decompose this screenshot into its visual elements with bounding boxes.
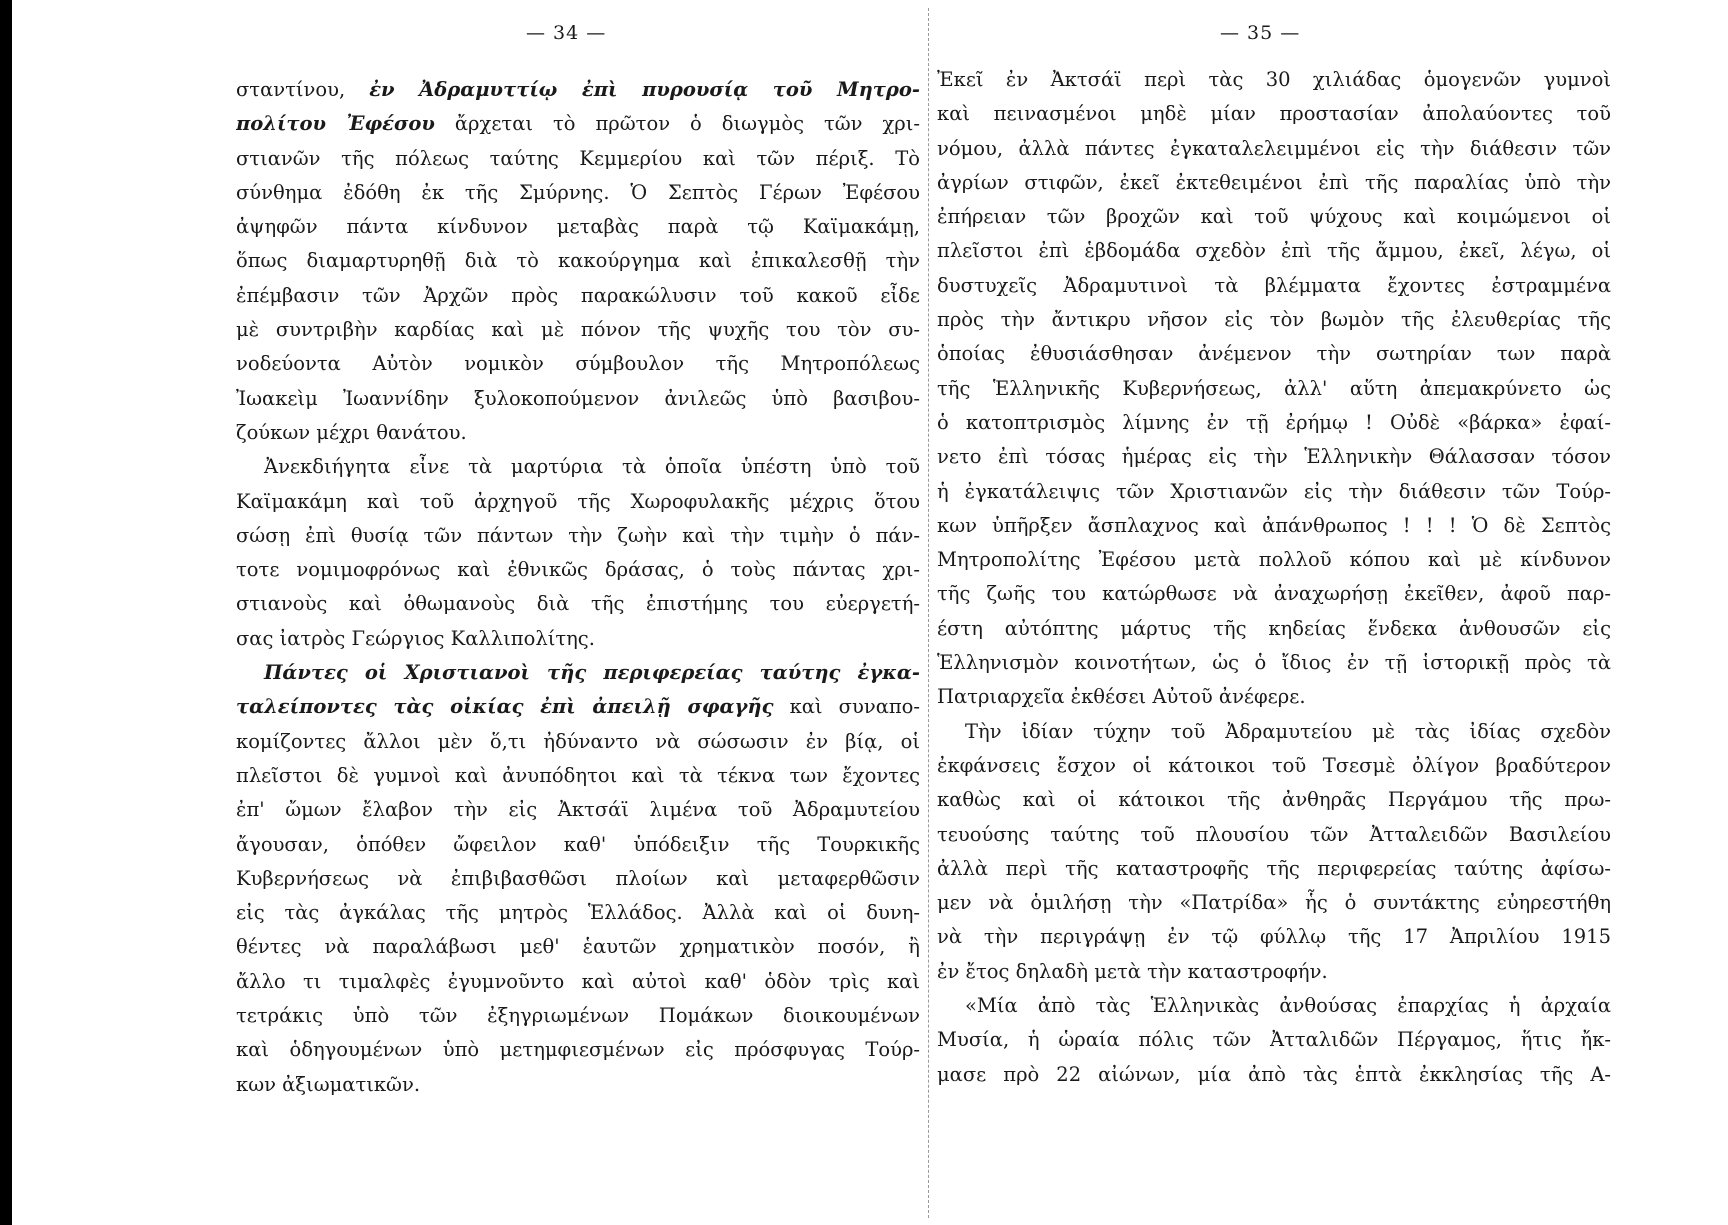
- text-line: [937, 337, 1611, 371]
- text-run: δυστυχεῖς Ἀδραμυτινοὶ τὰ βλέμματα ἔχοντες ἐστραμμένα: [937, 273, 1611, 297]
- text-run: ζούκων μέχρι θανάτου.: [236, 420, 467, 444]
- text-run: ἐπέμβασιν τῶν Ἀρχῶν πρὸς παρακώλυσιν τοῦ κακοῦ εἶδε: [236, 283, 920, 307]
- text-line: [937, 783, 1611, 817]
- text-run: έστη αὐτόπτης μάρτυς τῆς κηδείας ἕνδεκα ἀνθουσῶν εἰς: [937, 616, 1611, 640]
- text-line: [937, 646, 1611, 680]
- text-line: [937, 269, 1611, 303]
- text-line: [937, 955, 1611, 989]
- text-line: [937, 852, 1611, 886]
- text-run: κων ὑπῆρξεν ἄσπλαχνος καὶ ἀπάνθρωπος ! ! ! Ὁ δὲ Σεπτὸς: [937, 513, 1611, 537]
- text-line: [236, 485, 920, 519]
- text-line: [236, 382, 920, 416]
- text-line: [236, 725, 920, 759]
- text-line: [236, 690, 920, 724]
- text-run: πρὸς τὴν ἄντικρυ νῆσον εἰς τὸν βωμὸν τῆς ἐλευθερίας τῆς: [937, 308, 1611, 332]
- text-line: [937, 200, 1611, 234]
- text-line: [937, 920, 1611, 954]
- text-run: τετράκις ὑπὸ τῶν ἐξηγριωμένων Πομάκων διοικουμένων: [236, 1004, 920, 1028]
- text-run: στιανῶν τῆς πόλεως ταύτης Κεμμερίου καὶ τῶν πέριξ. Τὸ: [236, 146, 920, 170]
- text-run: σταντίνου,: [236, 78, 370, 101]
- text-line: [236, 210, 920, 244]
- text-line: [937, 749, 1611, 783]
- text-line: [236, 965, 920, 999]
- text-run: κομίζοντες ἄλλοι μὲν ὅ,τι ἠδύναντο νὰ σώσωσιν ἐν βίᾳ, οἱ: [236, 729, 920, 753]
- text-run: καθὼς καὶ οἱ κάτοικοι τῆς ἀνθηρᾶς Περγάμου τῆς πρω-: [937, 788, 1611, 812]
- text-line: [937, 989, 1611, 1023]
- text-run: ἄρχεται τὸ πρῶτον ὁ διωγμὸς τῶν χρι-: [434, 112, 920, 136]
- text-line: [236, 553, 920, 587]
- text-line: [236, 862, 920, 896]
- text-line: [236, 1068, 920, 1102]
- text-line: [236, 313, 920, 347]
- text-line: [236, 828, 920, 862]
- text-run: ἀψηφῶν πάντα κίνδυνον μεταβὰς παρὰ τῷ Καϊμακάμῃ,: [236, 215, 920, 239]
- text-run: ἀγρίων στιφῶν, ἐκεῖ ἐκτεθειμένοι ἐπὶ τῆς παραλίας ὑπὸ τὴν: [937, 170, 1611, 194]
- text-line: [236, 244, 920, 278]
- text-line: [236, 793, 920, 827]
- text-line: [236, 279, 920, 313]
- text-line: [937, 406, 1611, 440]
- text-line: [937, 97, 1611, 131]
- text-line: [236, 896, 920, 930]
- text-run: καὶ πεινασμένοι μηδὲ μίαν προστασίαν ἀπολαύοντες τοῦ: [937, 102, 1611, 126]
- text-run: μασε πρὸ 22 αἰώνων, μία ἀπὸ τὰς ἑπτὰ ἐκκλησίας τῆς Α-: [937, 1062, 1611, 1086]
- text-run: Κυβερνήσεως νὰ ἐπιβιβασθῶσι πλοίων καὶ μεταφερθῶσιν: [236, 866, 920, 890]
- text-run: ὁποίας ἐθυσιάσθησαν ἀνέμενον τὴν σωτηρίαν των παρὰ: [937, 342, 1611, 366]
- text-line: [236, 450, 920, 484]
- text-run: ἄγουσαν, ὁπόθεν ὤφειλον καθ' ὑπόδειξιν τῆς Τουρκικῆς: [236, 832, 920, 856]
- text-line: [236, 930, 920, 964]
- text-run: σύνθημα ἐδόθη ἐκ τῆς Σμύρνης. Ὁ Σεπτὸς Γέρων Ἐφέσου: [236, 180, 920, 204]
- emphasis-run: πολίτου Ἐφέσου: [236, 112, 435, 136]
- text-line: [937, 886, 1611, 920]
- page-number: — 34 —: [526, 22, 607, 44]
- text-line: [236, 759, 920, 793]
- text-run: Ἐκεῖ ἐν Ἀκτσάϊ περὶ τὰς 30 χιλιάδας ὁμογενῶν γυμνοὶ: [937, 68, 1611, 91]
- text-line: [937, 63, 1611, 97]
- text-line: [236, 587, 920, 621]
- text-run: νόμου, ἀλλὰ πάντες ἐγκαταλελειμμένοι εἰς τὴν διάθεσιν τῶν: [937, 136, 1611, 160]
- text-run: Ἰωακεὶμ Ἰωαννίδην ξυλοκοπούμενον ἀνιλεῶς ὑπὸ βασιβου-: [236, 386, 920, 410]
- text-run: ἐκφάνσεις ἔσχον οἱ κάτοικοι τοῦ Τσεσμὲ ὀλίγον βραδύτερον: [937, 753, 1611, 777]
- emphasis-run: ἐν Ἀδραμυττίῳ ἐπὶ πυρουσίᾳ τοῦ Μητρο-: [369, 78, 920, 101]
- text-run: πλεῖστοι δὲ γυμνοὶ καὶ ἀνυπόδητοι καὶ τὰ τέκνα των ἔχοντες: [236, 763, 920, 787]
- text-line: [937, 577, 1611, 611]
- page-text-body: [236, 73, 920, 1102]
- text-run: τοτε νομιμοφρόνως καὶ ἐθνικῶς δράσας, ὁ τοὺς πάντας χρι-: [236, 558, 920, 582]
- text-line: [236, 622, 920, 656]
- text-line: [236, 416, 920, 450]
- text-run: σας ἰατρὸς Γεώργιος Καλλιπολίτης.: [236, 626, 595, 650]
- text-line: [937, 509, 1611, 543]
- text-line: [937, 612, 1611, 646]
- text-run: ἐπ' ὤμων ἔλαβον τὴν εἰς Ἀκτσάϊ λιμένα τοῦ Ἀδραμυτείου: [236, 798, 920, 822]
- text-run: ἀλλὰ περὶ τῆς καταστροφῆς τῆς περιφερείας ταύτης ἀφίσω-: [937, 856, 1611, 880]
- text-line: [236, 519, 920, 553]
- text-line: [937, 1058, 1611, 1092]
- text-run: τευούσης ταύτης τοῦ πλουσίου τῶν Ἀτταλειδῶν Βασιλείου: [937, 822, 1611, 846]
- text-run: ἐπήρειαν τῶν βροχῶν καὶ τοῦ ψύχους καὶ κοιμώμενοι οἱ: [937, 205, 1611, 229]
- text-run: σώσῃ ἐπὶ θυσίᾳ τῶν πάντων τὴν ζωὴν καὶ τὴν τιμὴν ὁ πάν-: [236, 523, 920, 547]
- emphasis-run: ταλείποντες τὰς οἰκίας ἐπὶ ἀπειλῇ σφαγῆς: [236, 695, 774, 719]
- text-run: νετο ἐπὶ τόσας ἡμέρας εἰς τὴν Ἑλληνικὴν Θάλασσαν τόσον: [937, 445, 1611, 469]
- text-run: Ἀνεκδιήγητα εἶνε τὰ μαρτύρια τὰ ὁποῖα ὑπέστη ὑπὸ τοῦ: [264, 455, 920, 479]
- text-run: εἰς τὰς ἀγκάλας τῆς μητρὸς Ἑλλάδος. Ἀλλὰ καὶ οἱ δυνη-: [236, 901, 920, 925]
- text-line: [236, 176, 920, 210]
- text-line: [236, 999, 920, 1033]
- text-line: [236, 107, 920, 141]
- text-run: Μυσία, ἡ ὡραία πόλις τῶν Ἀτταλιδῶν Πέργαμος, ἥτις ἤκ-: [937, 1028, 1611, 1052]
- text-run: μεν νὰ ὁμιλήσῃ τὴν «Πατρίδα» ἧς ὁ συντάκτης εὐηρεστήθη: [937, 891, 1611, 915]
- text-line: [236, 347, 920, 381]
- text-run: κων ἀξιωματικῶν.: [236, 1072, 421, 1096]
- text-line: [937, 440, 1611, 474]
- text-line: [937, 303, 1611, 337]
- text-run: τῆς Ἑλληνικῆς Κυβερνήσεως, ἀλλ' αὕτη ἀπεμακρύνετο ὡς: [937, 376, 1611, 400]
- text-line: [937, 475, 1611, 509]
- text-line: [937, 680, 1611, 714]
- text-run: ὅπως διαμαρτυρηθῇ διὰ τὸ κακούργημα καὶ ἐπικαλεσθῇ τὴν: [236, 249, 920, 273]
- text-run: Καϊμακάμη καὶ τοῦ ἀρχηγοῦ τῆς Χωροφυλακῆς μέχρις ὅτου: [236, 489, 920, 513]
- text-line: [937, 132, 1611, 166]
- text-line: [937, 543, 1611, 577]
- text-run: καὶ συναπο-: [773, 695, 920, 719]
- text-line: [937, 715, 1611, 749]
- text-line: [236, 73, 920, 107]
- text-run: νοδεύοντα Αὐτὸν νομικὸν σύμβουλον τῆς Μητροπόλεως: [236, 352, 920, 376]
- text-line: [937, 234, 1611, 268]
- text-run: ἄλλο τι τιμαλφὲς ἐγυμνοῦντο καὶ αὐτοὶ καθ' ὁδὸν τρὶς καὶ: [236, 969, 920, 993]
- text-run: Ἑλληνισμὸν κοινοτήτων, ὡς ὁ ἴδιος ἐν τῇ ἱστορικῇ πρὸς τὰ: [937, 651, 1611, 675]
- scan-edge-shadow: [0, 0, 12, 1225]
- page-text-body: [937, 63, 1611, 1092]
- text-run: ἡ ἐγκατάλειψις τῶν Χριστιανῶν εἰς τὴν διάθεσιν τῶν Τούρ-: [937, 479, 1611, 503]
- text-run: Πατριαρχεῖα ἐκθέσει Αὐτοῦ ἀνέφερε.: [937, 685, 1306, 709]
- page-number: — 35 —: [1220, 22, 1301, 44]
- text-line: [236, 1033, 920, 1067]
- text-run: ὁ κατοπτρισμὸς λίμνης ἐν τῇ ἐρήμῳ ! Οὐδὲ «βάρκα» ἐφαί-: [937, 410, 1611, 434]
- text-line: [937, 818, 1611, 852]
- text-run: Τὴν ἰδίαν τύχην τοῦ Ἀδραμυτείου μὲ τὰς ἰδίας σχεδὸν: [965, 719, 1611, 743]
- text-run: ἐν ἔτος δηλαδὴ μετὰ τὴν καταστροφήν.: [937, 959, 1328, 983]
- text-run: πλεῖστοι ἐπὶ ἑβδομάδα σχεδὸν ἐπὶ τῆς ἄμμου, ἐκεῖ, λέγω, οἱ: [937, 239, 1611, 263]
- text-run: Μητροπολίτης Ἐφέσου μετὰ πολλοῦ κόπου καὶ μὲ κίνδυνον: [937, 548, 1611, 572]
- text-run: νὰ τὴν περιγράψῃ ἐν τῷ φύλλῳ τῆς 17 Ἀπριλίου 1915: [937, 925, 1611, 949]
- text-line: [236, 656, 920, 690]
- text-run: καὶ ὁδηγουμένων ὑπὸ μετημφιεσμένων εἰς πρόσφυγας Τούρ-: [236, 1038, 920, 1062]
- text-line: [937, 1023, 1611, 1057]
- text-run: τῆς ζωῆς του κατώρθωσε νὰ ἀναχωρήσῃ ἐκεῖθεν, ἀφοῦ παρ-: [937, 582, 1611, 606]
- text-run: «Μία ἀπὸ τὰς Ἑλληνικὰς ἀνθούσας ἐπαρχίας ἡ ἀρχαία: [965, 994, 1611, 1018]
- text-line: [937, 166, 1611, 200]
- text-run: στιανοὺς καὶ ὀθωμανοὺς διὰ τῆς ἐπιστήμης του εὐεργετή-: [236, 592, 920, 616]
- text-run: μὲ συντριβὴν καρδίας καὶ μὲ πόνον τῆς ψυχῆς του τὸν συ-: [236, 318, 920, 342]
- text-run: θέντες νὰ παραλάβωσι μεθ' ἑαυτῶν χρηματικὸν ποσόν, ἢ: [236, 935, 920, 959]
- book-gutter: [928, 8, 929, 1218]
- emphasis-run: Πάντες οἱ Χριστιανοὶ τῆς περιφερείας ταύτης ἐγκα-: [264, 661, 920, 685]
- text-line: [937, 372, 1611, 406]
- text-line: [236, 142, 920, 176]
